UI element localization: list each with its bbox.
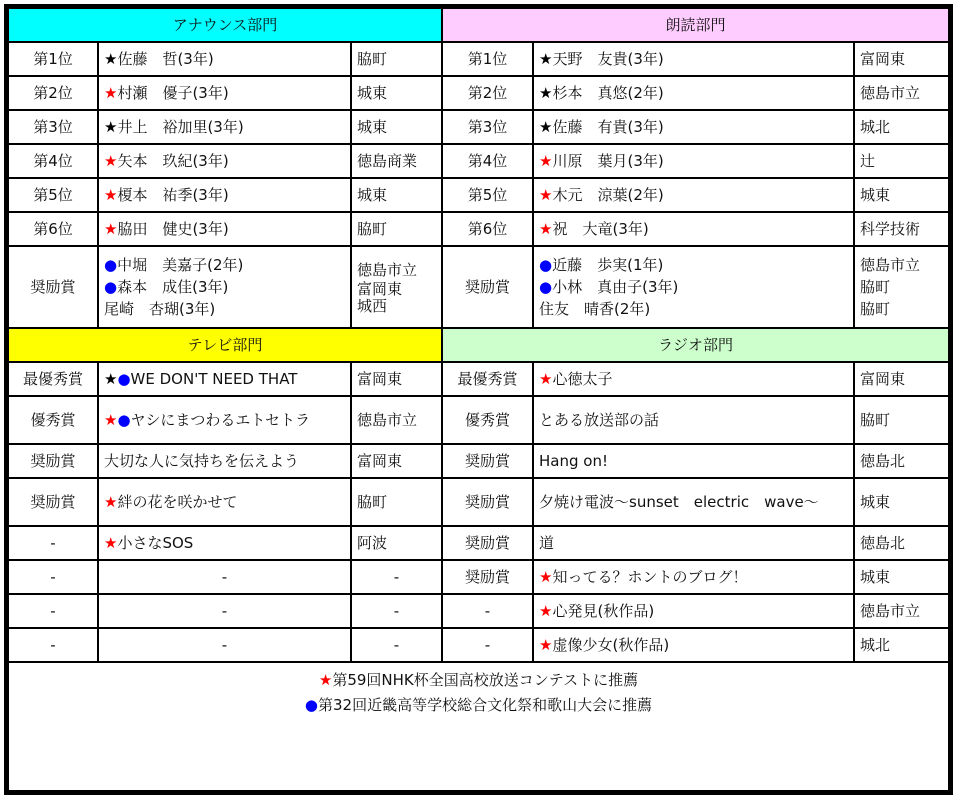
star-icon: ★ bbox=[104, 220, 118, 238]
announce-school: 脇町 bbox=[351, 42, 442, 76]
tv-work bbox=[98, 478, 351, 526]
radio-work bbox=[533, 628, 854, 662]
star-icon: ★ bbox=[104, 84, 118, 102]
recitation-name-text: 佐藤 有貴(3年) bbox=[552, 118, 664, 136]
school: 脇町 bbox=[860, 300, 891, 318]
legend-star-text: 第59回NHK杯全国高校放送コンテストに推薦 bbox=[332, 671, 639, 689]
radio-work bbox=[533, 478, 854, 526]
tv-award: - bbox=[9, 594, 98, 628]
announce-name-text: 榎本 祐季(3年) bbox=[117, 186, 229, 204]
tv-school: 富岡東 bbox=[351, 444, 442, 478]
star-icon: ★ bbox=[539, 152, 553, 170]
star-icon: ★ bbox=[104, 186, 118, 204]
announce-school: 城東 bbox=[351, 110, 442, 144]
announce-name-text: 村瀬 優子(3年) bbox=[117, 84, 229, 102]
tv-award: 奨励賞 bbox=[9, 478, 98, 526]
tv-school: - bbox=[351, 628, 442, 662]
star-icon: ★ bbox=[104, 534, 118, 552]
star-icon: ★ bbox=[539, 186, 553, 204]
table-row bbox=[9, 110, 948, 144]
announce-name bbox=[98, 178, 351, 212]
list-item bbox=[104, 276, 345, 298]
tv-school: 徳島市立 bbox=[351, 396, 442, 444]
recitation-school: 城北 bbox=[854, 110, 948, 144]
dot-icon: ● bbox=[539, 256, 553, 274]
recitation-rank: 第3位 bbox=[442, 110, 533, 144]
radio-school: 脇町 bbox=[854, 396, 948, 444]
radio-work bbox=[533, 594, 854, 628]
recitation-name bbox=[533, 144, 854, 178]
table-row bbox=[9, 478, 948, 526]
star-icon: ★ bbox=[104, 411, 118, 429]
star-icon: ★ bbox=[539, 220, 553, 238]
results-table-frame bbox=[4, 4, 953, 795]
dot-icon: ● bbox=[304, 696, 318, 714]
recitation-name-text: 川原 葉月(3年) bbox=[552, 152, 664, 170]
dot-icon: ● bbox=[539, 278, 553, 296]
entry-name: 住友 晴香(2年) bbox=[539, 300, 651, 318]
recitation-rank: 第6位 bbox=[442, 212, 533, 246]
recitation-section-header: 朗読部門 bbox=[442, 9, 948, 42]
tv-school: 富岡東 bbox=[351, 362, 442, 396]
list-item bbox=[539, 276, 848, 298]
radio-work-title: 夕焼け電波～sunset electric wave～ bbox=[539, 493, 819, 511]
tv-work bbox=[98, 594, 351, 628]
announce-encouragement-names bbox=[98, 246, 351, 328]
recitation-rank: 第4位 bbox=[442, 144, 533, 178]
tv-work bbox=[98, 444, 351, 478]
radio-work-title: 心発見(秋作品) bbox=[552, 602, 655, 620]
star-icon: ★ bbox=[104, 493, 118, 511]
star-icon: ★ bbox=[104, 118, 118, 136]
table-row bbox=[9, 628, 948, 662]
tv-work-title: 絆の花を咲かせて bbox=[117, 493, 238, 511]
list-item bbox=[539, 298, 848, 320]
star-icon: ★ bbox=[104, 370, 118, 388]
announce-encouragement-schools bbox=[351, 246, 442, 328]
tv-award: 最優秀賞 bbox=[9, 362, 98, 396]
star-icon: ★ bbox=[104, 152, 118, 170]
tv-work-title: 小さなSOS bbox=[117, 534, 194, 552]
tv-work bbox=[98, 628, 351, 662]
star-icon: ★ bbox=[539, 602, 553, 620]
recitation-school: 富岡東 bbox=[854, 42, 948, 76]
star-icon: ★ bbox=[539, 568, 553, 586]
tv-work bbox=[98, 560, 351, 594]
announce-section-header: アナウンス部門 bbox=[9, 9, 442, 42]
announce-name-text: 脇田 健史(3年) bbox=[117, 220, 229, 238]
announce-rank: 第1位 bbox=[9, 42, 98, 76]
school: 脇町 bbox=[860, 278, 891, 296]
announce-rank: 第5位 bbox=[9, 178, 98, 212]
announce-name bbox=[98, 110, 351, 144]
legend-dot-text: 第32回近畿高等学校総合文化祭和歌山大会に推薦 bbox=[318, 696, 653, 714]
star-icon: ★ bbox=[104, 50, 118, 68]
radio-award: 奨励賞 bbox=[442, 444, 533, 478]
radio-work bbox=[533, 444, 854, 478]
table-row bbox=[9, 42, 948, 76]
school: 城西 bbox=[357, 297, 388, 315]
tv-work-title: - bbox=[221, 568, 228, 586]
tv-work bbox=[98, 362, 351, 396]
radio-school: 城東 bbox=[854, 560, 948, 594]
recitation-name-text: 祝 大竜(3年) bbox=[552, 220, 649, 238]
tv-work-title: ヤシにまつわるエトセトラ bbox=[130, 411, 310, 429]
radio-work bbox=[533, 526, 854, 560]
announce-encouragement-rank: 奨励賞 bbox=[9, 246, 98, 328]
announce-name-text: 矢本 玖紀(3年) bbox=[117, 152, 229, 170]
recitation-name bbox=[533, 76, 854, 110]
announce-name-text: 佐藤 哲(3年) bbox=[117, 50, 214, 68]
list-item bbox=[104, 254, 345, 276]
radio-work-title: 心徳太子 bbox=[552, 370, 613, 388]
recitation-name bbox=[533, 212, 854, 246]
radio-award: 奨励賞 bbox=[442, 478, 533, 526]
table-row bbox=[9, 212, 948, 246]
recitation-name-text: 木元 涼葉(2年) bbox=[552, 186, 664, 204]
announce-name bbox=[98, 42, 351, 76]
radio-work-title: 虚像少女(秋作品) bbox=[552, 636, 670, 654]
announce-rank: 第4位 bbox=[9, 144, 98, 178]
announce-name bbox=[98, 212, 351, 246]
tv-award: - bbox=[9, 628, 98, 662]
entry-name: 小林 真由子(3年) bbox=[552, 278, 679, 296]
legend bbox=[9, 662, 948, 723]
recitation-name-text: 杉本 真悠(2年) bbox=[552, 84, 664, 102]
tv-award: 優秀賞 bbox=[9, 396, 98, 444]
radio-work bbox=[533, 560, 854, 594]
table-row bbox=[9, 444, 948, 478]
table-row bbox=[9, 526, 948, 560]
announce-rank: 第6位 bbox=[9, 212, 98, 246]
recitation-school: 科学技術 bbox=[854, 212, 948, 246]
tv-work bbox=[98, 396, 351, 444]
recitation-name bbox=[533, 42, 854, 76]
table-row bbox=[9, 178, 948, 212]
tv-section-header: テレビ部門 bbox=[9, 328, 442, 362]
radio-school: 城北 bbox=[854, 628, 948, 662]
radio-award: 優秀賞 bbox=[442, 396, 533, 444]
radio-award: 奨励賞 bbox=[442, 560, 533, 594]
entry-name: 尾崎 杏瑚(3年) bbox=[104, 300, 216, 318]
radio-work bbox=[533, 396, 854, 444]
star-icon: ★ bbox=[539, 370, 553, 388]
tv-work bbox=[98, 526, 351, 560]
radio-school: 徳島北 bbox=[854, 444, 948, 478]
radio-award: 奨励賞 bbox=[442, 526, 533, 560]
announce-school: 徳島商業 bbox=[351, 144, 442, 178]
school: 富岡東 bbox=[357, 280, 403, 298]
recitation-rank: 第1位 bbox=[442, 42, 533, 76]
announce-rank: 第3位 bbox=[9, 110, 98, 144]
star-icon: ★ bbox=[539, 118, 553, 136]
school: 徳島市立 bbox=[860, 256, 921, 274]
tv-work-title: - bbox=[221, 602, 228, 620]
table-row-encouragement bbox=[9, 246, 948, 328]
entry-name: 森本 成佳(3年) bbox=[117, 278, 229, 296]
announce-name bbox=[98, 144, 351, 178]
radio-work-title: Hang on! bbox=[539, 452, 608, 470]
dot-icon: ● bbox=[104, 278, 118, 296]
table-row bbox=[9, 396, 948, 444]
tv-school: - bbox=[351, 594, 442, 628]
tv-school: 阿波 bbox=[351, 526, 442, 560]
table-row bbox=[9, 144, 948, 178]
school: 徳島市立 bbox=[357, 261, 418, 279]
tv-work-title: WE DON'T NEED THAT bbox=[130, 370, 298, 388]
recitation-rank: 第2位 bbox=[442, 76, 533, 110]
tv-work-title: - bbox=[221, 636, 228, 654]
recitation-name-text: 天野 友貴(3年) bbox=[552, 50, 664, 68]
star-icon: ★ bbox=[539, 84, 553, 102]
announce-school: 城東 bbox=[351, 178, 442, 212]
legend-dot-line bbox=[14, 693, 943, 718]
recitation-school: 徳島市立 bbox=[854, 76, 948, 110]
dot-icon: ● bbox=[117, 411, 131, 429]
entry-name: 中堀 美嘉子(2年) bbox=[117, 256, 244, 274]
recitation-encouragement-names bbox=[533, 246, 854, 328]
recitation-encouragement-rank: 奨励賞 bbox=[442, 246, 533, 328]
dot-icon: ● bbox=[117, 370, 131, 388]
announce-school: 脇町 bbox=[351, 212, 442, 246]
legend-star-line bbox=[14, 668, 943, 693]
radio-school: 富岡東 bbox=[854, 362, 948, 396]
table-row bbox=[9, 560, 948, 594]
announce-school: 城東 bbox=[351, 76, 442, 110]
tv-award: - bbox=[9, 560, 98, 594]
recitation-school: 辻 bbox=[854, 144, 948, 178]
star-icon: ★ bbox=[539, 50, 553, 68]
table-row bbox=[9, 594, 948, 628]
star-icon: ★ bbox=[318, 671, 333, 689]
radio-school: 城東 bbox=[854, 478, 948, 526]
list-item bbox=[539, 254, 848, 276]
recitation-encouragement-schools bbox=[854, 246, 948, 328]
announce-rank: 第2位 bbox=[9, 76, 98, 110]
tv-work-title: 大切な人に気持ちを伝えよう bbox=[104, 452, 300, 470]
announce-name-text: 井上 裕加里(3年) bbox=[117, 118, 244, 136]
tv-award: - bbox=[9, 526, 98, 560]
radio-work-title: 知ってる？ホントのブログ！ bbox=[552, 568, 748, 586]
tv-award: 奨励賞 bbox=[9, 444, 98, 478]
tv-school: 脇町 bbox=[351, 478, 442, 526]
recitation-name bbox=[533, 110, 854, 144]
table-row bbox=[9, 76, 948, 110]
radio-award: - bbox=[442, 628, 533, 662]
radio-work-title: とある放送部の話 bbox=[539, 411, 660, 429]
radio-award: 最優秀賞 bbox=[442, 362, 533, 396]
list-item bbox=[104, 298, 345, 320]
table-row bbox=[9, 362, 948, 396]
dot-icon: ● bbox=[104, 256, 118, 274]
radio-work-title: 道 bbox=[539, 534, 555, 552]
entry-name: 近藤 歩実(1年) bbox=[552, 256, 664, 274]
radio-school: 徳島北 bbox=[854, 526, 948, 560]
tv-school: - bbox=[351, 560, 442, 594]
radio-work bbox=[533, 362, 854, 396]
star-icon: ★ bbox=[539, 636, 553, 654]
radio-section-header: ラジオ部門 bbox=[442, 328, 948, 362]
radio-school: 徳島市立 bbox=[854, 594, 948, 628]
radio-award: - bbox=[442, 594, 533, 628]
recitation-rank: 第5位 bbox=[442, 178, 533, 212]
recitation-name bbox=[533, 178, 854, 212]
results-table bbox=[9, 9, 948, 723]
announce-name bbox=[98, 76, 351, 110]
recitation-school: 城東 bbox=[854, 178, 948, 212]
